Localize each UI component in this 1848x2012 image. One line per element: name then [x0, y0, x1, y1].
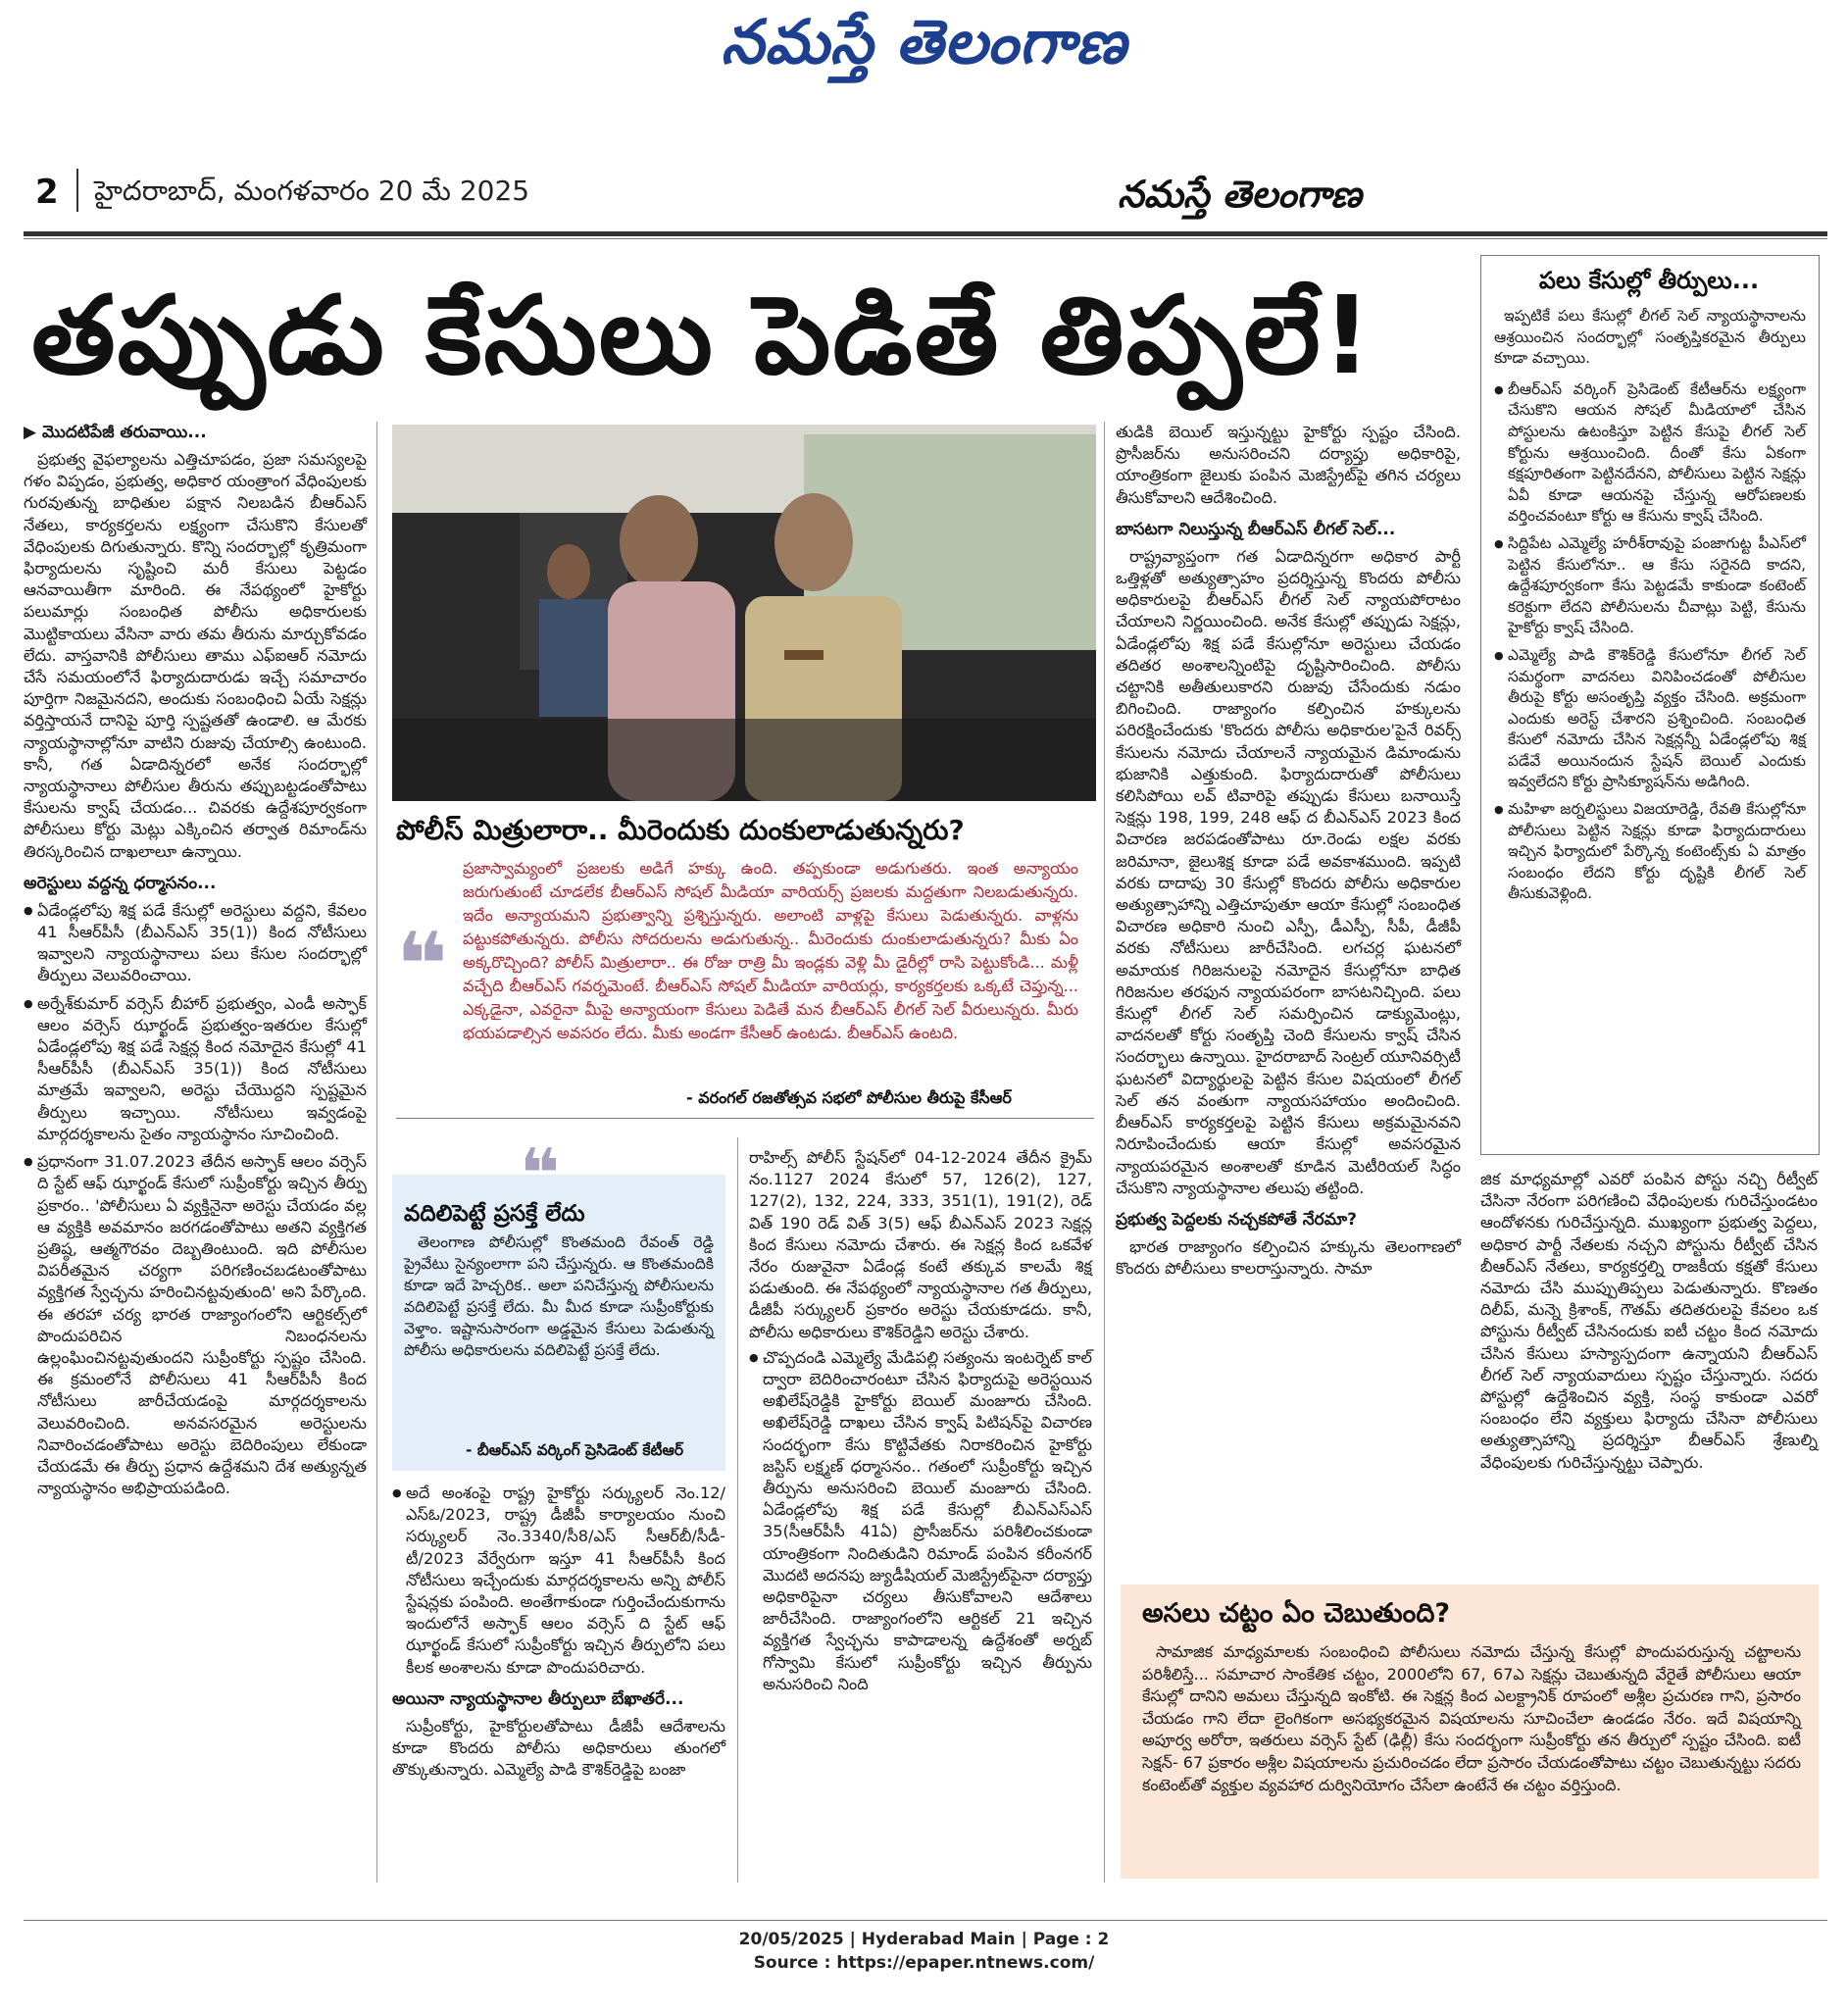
- photo-caption: పోలీస్ మిత్రులారా.. మీరెందుకు దుంకులాడుతున్నరు?: [396, 814, 965, 846]
- footer-source-link[interactable]: Source : https://epaper.ntnews.com/: [753, 1953, 1095, 1973]
- pull-quote-attribution: - బీఆర్ఎస్ వర్కింగ్ ప్రెసిడెంట్ కేటీఆర్: [466, 1441, 684, 1459]
- arrow-icon: ▶: [24, 423, 42, 442]
- column-divider: [376, 422, 377, 1883]
- page-number: 2: [35, 173, 59, 212]
- subheading: అయినా న్యాయస్థానాల తీర్పులూ బేఖాతరే...: [392, 1688, 684, 1709]
- header-rule-thin: [24, 238, 1827, 239]
- explainer-text: సామాజిక మాధ్యమాలకు సంబంధించి పోలీసులు నమోదు చేస్తున్న కేసుల్లో పొందుపరుస్తున్న చట్టాలను పరిశీలిస్తే... సమాచార సాంకేతిక చట్టం, 2000లోని 67, 67ఎ సెక్షన్లు చెబుతున్నది వేరైతే పోలీసులు ఆయా కేసుల్లో దానిని అమలు చేస్తున్నది ఇంకోటి. ఈ సెక్షన్ల కింద ఎలక్ట్రానిక్ రూపంలో అశ్లీల ప్రచురణ గాని, ప్రసారం చేయడం గాని లేదా లైంగికంగా అసభ్యకరమైన విషయాలను సూచించేలా ఉండడం నేరం. ఇదే విషయాన్ని అపూర్వ అరోరా, ఇతరులు వర్సెస్ స్టేట్ (ఢిల్లీ) కేసు సందర్భంగా సుప్రీంకోర్టు తన తీర్పులో స్పష్టం చేసింది. ఐటీ సెక్షన్- 67 ప్రకారం అశ్లీల విషయాలను ప్రచురించడం లేదా ప్రసారం చేయడంతోపాటు చట్టం చెబుతున్నట్టు సదరు కంటెంట్‌తో వ్యక్తుల వ్యవహార దుర్వినియోగం చేసేలా ఉంటేనే ఈ చట్టం వర్తిస్తుంది.: [1142, 1642, 1801, 1794]
- article-column-4: [1116, 422, 1461, 1283]
- list-item: ● అర్నేశ్‌కుమార్ వర్సెస్ బీహార్ ప్రభుత్వం, ఎండీ అస్ఫాక్ ఆలం వర్సెస్ ఝార్ఖండ్ ప్రభుత్వం-ఇతరుల కేసుల్లో ఏడేండ్లలోపు శిక్ష పడే సెక్షన్ల కింద నమోదైన కేసుల్లో 41 సీఆర్‌పీసీ (బీఎన్ఎస్ 35(1)) కింద నోటీసులు మాత్రమే ఇవ్వాలని, అరెస్టు చేయొద్దని స్పష్టమైన తీర్పులు ఇచ్చాయి. నోటీసులు ఇవ్వడంపై మార్గదర్శకాలను సైతం న్యాయస్థానం సూచించింది.: [24, 993, 367, 1145]
- pull-quote-title: వదిలిపెట్టే ప్రసక్తే లేదు: [404, 1201, 585, 1227]
- list-item: ● ఏడేండ్లలోపు శిక్ష పడే కేసుల్లో అరెస్టులు వద్దని, కేవలం 41 సీఆర్‌పీసీ (బీఎన్ఎస్ 35(1)) కింద నోటీసులు ఇవ్వాలని న్యాయస్థానాలు పలు కేసుల సందర్భాల్లో తీర్పులు వెలువరించాయి.: [24, 900, 367, 987]
- continued-label: ▶ మొదటిపేజీ తరువాయి...: [24, 423, 207, 442]
- subheading: అరెస్టులు వద్దన్న ధర్మాసనం...: [24, 873, 217, 893]
- article-column-5: [1480, 1169, 1818, 1478]
- divider: [396, 1118, 1094, 1119]
- article-column-2: [392, 1483, 725, 1785]
- paragraph: రాష్ట్రవ్యాప్తంగా గత ఏడాదిన్నరగా అధికార పార్టీ ఒత్తిళ్లతో అత్యుత్సాహం ప్రదర్శిస్తున్న కొందరు పోలీసు అధికారులపై బీఆర్ఎస్ లీగల్ సెల్ న్యాయపోరాటం చేయాలని నిర్ణయించింది. అనేక కేసుల్లో తప్పుడు సెక్షన్లు, ఏడేండ్లలోపు శిక్ష పడే కేసుల్లోనూ అరెస్టులు చేయడం తదితర అంశాలన్నింటిపై దృష్టిసారించింది. పోలీసు చట్టానికి అతీతులుకారని రుజువు చేసేందుకు నడుం బిగించింది. రాజ్యాంగం కల్పించిన హక్కులను పరిరక్షించేందుకు 'కొందరు పోలీసు అధికారుల'పైనే రివర్స్ కేసులను నమోదు చేయాలనే న్యాయమైన డిమాండును భుజానికి ఎత్తుకుంది. ఫిర్యాదుదారుతో పోలీసులు కలిసిపోయి లవ్ టివారిపై తప్పుడు కేసులు బనాయిస్తే సెక్షన్లు 198, 199, 248 ఆఫ్ ద బీఎన్ఎస్ 2023 కింద విచారణ జరపడంతోపాటు రూ.రెండు లక్షల వరకు జరిమానా, జైలుశిక్ష కూడా పడే అవకాశముంది. ఇప్పటి వరకు దాదాపు 30 కేసుల్లో కొందరు పోలీసు అధికారుల అత్యుత్సాహాన్ని ఎత్తిచూపుతూ ఆయా కేసుల్లో సంబంధిత విచారణ అధికారి నుంచి ఎస్పీ, డీఎస్పీ, సీపీ, డీజీపీ వరకు నోటీసులు జారీచేసింది. లగచర్ల ఘటనలో అమాయక గిరిజనులపై నమోదైన కేసుల్లోనూ బాధిత గిరిజనుల తరఫున న్యాయపరంగా బాసటనిచ్చింది. పలు కేసుల్లో లీగల్ సెల్ సమర్పించిన డాక్యుమెంట్లు, వాదనలతో కోర్టు సంతృప్తి చెంది కేసులను క్వాష్ చేసిన సందర్భాలు ఉన్నాయి. హైదరాబాద్ సెంట్రల్ యూనివర్సిటీ ఘటనలో విద్యార్థులపై పెట్టిన కేసుల విషయంలో లీగల్ సెల్ తన వంతుగా న్యాయసహాయం అందించింది. బీఆర్ఎస్ కార్యకర్తలపై పెట్టిన కేసులు అక్రమమైనవని నిరూపించేందుకు ఆయా కేసుల్లో అవసరమైన న్యాయపరమైన అంశాలతో కూడిన మెటీరియల్ సిద్ధం చేసుకొని న్యాయస్థానాల తలుపు తట్టింది.: [1116, 546, 1461, 1197]
- explainer-title: అసలు చట్టం ఏం చెబుతుంది?: [1142, 1598, 1451, 1629]
- page-headline: తప్పుడు కేసులు పెడితే తిప్పలే!: [31, 273, 1374, 398]
- list-item: ● అదే అంశంపై రాష్ట్ర హైకోర్టు సర్క్యులర్ నెం.12/ఎస్ఓ/2023, రాష్ట్ర డీజీపీ కార్యాలయం నుంచి సర్క్యులర్ నెం.3340/సీ8/ఎస్ సీఆర్‌బీ/సీడీ-టీ/2023 వేర్వేరుగా ఇస్తూ 41 సీఆర్‌పీసీ కింద నోటీసులు ఇచ్చేందుకు మార్గదర్శకాలను అన్ని పోలీస్ స్టేషన్లకు పంపింది. అంతేగాకుండా గుర్తించేందుకుగాను ఇందులోనే అస్ఫాక్ ఆలం వర్సెస్ ది స్టేట్ ఆఫ్ ఝార్ఖండ్ కేసులో సుప్రీంకోర్టు ఇచ్చిన తీర్పులోని పలు కీలక అంశాలను కూడా పొందుపరిచారు.: [392, 1483, 725, 1679]
- pull-quote-text: తెలంగాణ పోలీసుల్లో కొంతమంది రేవంత్ రెడ్డి ప్రైవేటు సైన్యంలాగా పని చేస్తున్నరు. ఆ కొంతమందికి కూడా ఇదే హెచ్చరిక.. అలా పనిచేస్తున్న పోలీసులను వదిలిపెట్టే ప్రసక్తే లేదు. మీ మీద కూడా సుప్రీంకోర్టుకు వెళ్తాం. ఇష్టానుసారంగా అడ్డమైన కేసులు పెడుతున్న పోలీసు అధికారులను వదిలిపెట్టే ప్రసక్తే లేదు.: [404, 1233, 714, 1359]
- sidebar-content: [1494, 306, 1806, 911]
- list-item: ● బీఆర్ఎస్ వర్కింగ్ ప్రెసిడెంట్ కేటీఆర్‌ను లక్ష్యంగా చేసుకొని ఆయన సోషల్ మీడియాలో చేసిన పోస్టులను ఉటంకిస్తూ పెట్టిన కేసుపై లీగల్ సెల్ కోర్టును ఆశ్రయించింది. దీంతో కేసు ఏకంగా కక్షపూరితంగా పెట్టినదేనని, పోలీసులు పెట్టిన సెక్షన్లు ఏవీ కూడా ఆయనపై చేస్తున్న ఆరోపణలకు వర్తించవంటూ కోర్టు ఆ కేసును క్వాష్ చేసింది.: [1494, 379, 1806, 528]
- footer-rule: [24, 1920, 1827, 1921]
- paragraph: రాహిల్స్ పోలీస్ స్టేషన్‌లో 04-12-2024 తేదీన క్రైమ్ నం.1127 2024 కేసులో 57, 126(2), 127, 127(2), 132, 224, 333, 351(1), 191(2), రెడ్ విత్ 190 రెడ్ విత్ 3(5) ఆఫ్ బీఎన్ఎస్ 2023 సెక్షన్ల కింద కేసులు నమోదు చేశారు. ఈ సెక్షన్ల కింద ఒకవేళ నేరం రుజువైనా ఏడేండ్ల కంటే తక్కువ కాలమే శిక్ష పడుతుంది. ఈ నేపథ్యంలో న్యాయస్థానాల గత తీర్పులు, డీజీపీ సర్క్యులర్ ప్రకారం అరెస్టు చేయకూడదు. కానీ, పోలీసు అధికారులు కౌశిక్‌రెడ్డిని అరెస్టు చేశారు.: [749, 1148, 1092, 1341]
- paragraph: సుప్రీంకోర్టు, హైకోర్టులతోపాటు డీజీపీ ఆదేశాలను కూడా కొందరు పోలీసు అధికారులు తుంగలో తొక్కుతున్నారు. ఎమ్మెల్యే పాడి కౌశిక్‌రెడ్డిపై బంజా: [392, 1716, 725, 1780]
- footer-edition-info: 20/05/2025 | Hyderabad Main | Page : 2: [738, 1930, 1110, 1949]
- sidebar-intro: ఇప్పటికే పలు కేసుల్లో లీగల్ సెల్ న్యాయస్థానాలను ఆశ్రయించిన సందర్భాల్లో సంతృప్తికరమైన తీర్పులు కూడా వచ్చాయి.: [1494, 307, 1806, 368]
- subheading: బాసటగా నిలుస్తున్న బీఆర్ఎస్ లీగల్ సెల్...: [1116, 519, 1396, 539]
- article-column-3: [749, 1147, 1092, 1701]
- subheading: ప్రభుత్వ పెద్దలకు నచ్చకపోతే నేరమా?: [1116, 1209, 1358, 1230]
- list-item: ● ప్రధానంగా 31.07.2023 తేదీన అస్ఫాక్ ఆలం వర్సెస్ ది స్టేట్ ఆఫ్ ఝార్ఖండ్ కేసులో సుప్రీంకోర్టు ఇచ్చిన తీర్పు ప్రకారం.. 'పోలీసులు ఏ వ్యక్తినైనా అరెస్టు చేయడం వల్ల ఆ వ్యక్తికి అవమానం జరగడంతోపాటు అతని వ్యక్తిగత ప్రతిష్ఠ, ఆత్మగౌరవం దెబ్బతింటుంది. ఇది పోలీసుల విపరీతమైన చర్యగా పరిగణించబడటంతోపాటు వ్యక్తిగత స్వేచ్ఛను హరించినట్టవుతుంది' అని పేర్కొంది. ఈ తరహా చర్య భారత రాజ్యాంగంలోని ఆర్టికల్స్‌లో పొందుపరిచిన నిబంధనలను ఉల్లంఘించినట్టవుతుందని సుప్రీంకోర్టు స్పష్టం చేసింది. ఈ క్రమంలోనే పోలీసులు 41 సీఆర్‌పీసీ కింద నోటీసులు జారీచేయడంపై మార్గదర్శకాలను వెలువరించింది. అనవసరమైన అరెస్టులను నివారించడంతోపాటు అరెస్టు బెదిరింపులు లేకుండా చేయడమే ఈ తీర్పు ప్రధాన ఉద్దేశమని దేశ అత్యున్నత న్యాయస్థానం అభిప్రాయపడింది.: [24, 1151, 367, 1499]
- kcr-quote: ప్రజాస్వామ్యంలో ప్రజలకు అడిగే హక్కు ఉంది. తప్పకుండా అడుగుతరు. ఇంత అన్యాయం జరుగుతుంటే చూడలేక బీఆర్ఎస్ సోషల్ మీడియా వారియర్స్ ప్రజలకు మద్దతుగా నిలబడుతున్నరు. ఇదేం అన్యాయమని ప్రభుత్వాన్ని ప్రశ్నిస్తున్నరు. అలాంటి వాళ్లపై కేసులు పెడుతున్నరు. వాళ్లను పట్టుకపోతున్నరు. పోలీసు సోదరులను అడుగుతున్న.. మీరెందుకు దుంకులాడుతున్నరు? మీకు ఏం అక్కరొచ్చింది? పోలీస్ మిత్రులారా.. ఈ రోజు రాత్రి మీ ఇండ్లకు వెళ్లి మీ డైరీల్లో రాసి పెట్టుకోండి... మళ్లీ వచ్చేది బీఆర్ఎస్ గవర్నమెంటే. బీఆర్ఎస్ సోషల్ మీడియా వారియర్లు, కార్యకర్తలకు ఒక్కటే చెప్తున్న... ఎక్కడైనా, ఎవరైనా మీపై అన్యాయంగా కేసులు పెడితే మన బీఆర్ఎస్ లీగల్ సెల్ వీరులున్నరు. మీరు భయపడాల్సిన అవసరం లేదు. మీకు అండగా కేసీఆర్ ఉంటడు. బీఆర్ఎస్ ఉంటది.: [463, 859, 1078, 1042]
- column-divider: [737, 1137, 738, 1883]
- paragraph: తుడికి బెయిల్ ఇస్తున్నట్టు హైకోర్టు స్పష్టం చేసింది. ప్రొసీజర్‌ను అనుసరించని దర్యాప్తు అధికారిపై, యాంత్రికంగా జైలుకు పంపిన మెజిస్ట్రేట్‌పై తగిన చర్యలు తీసుకోవాలని ఆదేశించింది.: [1116, 423, 1461, 507]
- news-photo: [392, 425, 1096, 801]
- paragraph: ప్రభుత్వ వైఫల్యాలను ఎత్తిచూపడం, ప్రజా సమస్యలపై గళం విప్పడం, ప్రభుత్వ, అధికార యంత్రాంగ వేధింపులకు గురవుతున్న బాధితుల పక్షాన నిలబడిన బీఆర్ఎస్ నేతలు, కార్యకర్తలను లక్ష్యంగా చేసుకొని కేసులతో వేధింపులకు దిగుతున్నారు. కొన్ని సందర్భాల్లో కృత్రిమంగా ఫిర్యాదులను సృష్టించి మరీ కేసులు పెట్టడం ఆనవాయితీగా మారింది. ఈ నేపథ్యంలో హైకోర్టు పలుమార్లు సంబంధిత పోలీసు అధికారులకు మొట్టికాయలు వేసినా వారు తమ తీరును మార్చుకోవడం లేదు. వాస్తవానికి పోలీసులు తాము ఎఫ్‌ఐఆర్ నమోదు చేసే సమయంలోనే ఫిర్యాదుదారుడు ఇచ్చే సమాచారం పూర్తిగా నిజమైనదని, అందుకు సంబంధించి ఏయే సెక్షన్లు వర్తిస్తాయనే దానిపై పూర్తి స్పష్టతతో ఉండాలి. ఆ మేరకు న్యాయస్థానాల్లోనూ వాటిని రుజువు చేయాల్సి ఉంటుంది. కానీ, గత ఏడాదిన్నరలో అనేక సందర్భాల్లో న్యాయస్థానాలు పోలీసుల తీరును తప్పుబట్టడంతోపాటు కేసులను క్వాష్ చేయడం... చివరకు ఉద్దేశపూర్వకంగా పోలీసులు కోర్టు మెట్లు ఎక్కించిన తర్వాత రిమాండ్‌ను తిరస్కరించిన దాఖలాలూ ఉన్నాయి.: [24, 450, 367, 861]
- masthead-logo: నమస్తే తెలంగాణ: [721, 6, 1127, 77]
- car-interior-photo: [392, 425, 1096, 801]
- paragraph: భారత రాజ్యాంగం కల్పించిన హక్కును తెలంగాణలో కొందరు పోలీసులు కాలరాస్తున్నారు. సామా: [1116, 1236, 1461, 1279]
- secondary-brand: నమస్తే తెలంగాణ: [1118, 173, 1362, 216]
- list-item: ● సిద్దిపేట ఎమ్మెల్యే హరీశ్‌రావుపై పంజాగుట్ట పీఎస్‌లో పెట్టిన కేసులోనూ.. ఆ కేసు సరైనది కాదని, ఉద్దేశపూర్వకంగా కేసు పెట్టడమే కాకుండా కంటెంట్ కరెక్టుగా లేదని పోలీసులను చీవాట్లు పెట్టి, కేసును హైకోర్టు క్వాష్ చేసింది.: [1494, 533, 1806, 639]
- divider: [76, 169, 78, 212]
- header-rule: [24, 231, 1827, 236]
- paragraph: జిక మాధ్యమాల్లో ఎవరో పంపిన పోస్టు నచ్చి రీట్వీట్ చేసినా నేరంగా పరిగణించి వేధింపులకు గురిచేస్తుండటం ఆందోళనకు గురిచేస్తున్నది. ముఖ్యంగా ప్రభుత్వ పెద్దలు, అధికార పార్టీ నేతలకు నచ్చని పోస్టును రీట్వీట్ చేసిన బీఆర్ఎస్ నేతలు, కార్యకర్తల్ని రాజకీయ కక్షతో కేసులు నమోదు చేసి ముప్పుతిప్పలు పెడుతున్నారు. కొణతం దిలీప్, మన్నె క్రిశాంక్, గౌతమ్ తదితరులపై కేవలం ఒక పోస్టును రీట్వీట్ చేసినందుకు ఐటీ చట్టం కింద నమోదు చేసిన కేసులు హస్యాస్పదంగా ఉన్నాయని బీఆర్ఎస్ లీగల్ సెల్ న్యాయవాదులు స్పష్టం చేస్తున్నారు. సదరు పోస్టుల్లో ఉద్దేశించిన వ్యక్తి, సంస్థ కాకుండా ఎవరో సంబంధం లేని వ్యక్తులు ఫిర్యాదు చేసినా పోలీసులు అత్యుత్సాహాన్ని ప్రదర్శిస్తూ బీఆర్ఎస్ శ్రేణుల్ని వేధింపులకు గురిచేస్తున్నట్టు చెప్పారు.: [1480, 1170, 1818, 1472]
- list-item: ● ఎమ్మెల్యే పాడి కౌశిక్‌రెడ్డి కేసులోనూ లీగల్ సెల్ సమర్థంగా వాదనలు వినిపించడంతో పోలీసుల తీరుపై కోర్టు అసంతృప్తి వ్యక్తం చేసింది. అక్రమంగా ఎందుకు అరెస్ట్ చేశారని ప్రశ్నించింది. సంబంధిత కేసులో నమోదు చేసిన సెక్షన్లన్నీ ఏడేండ్లలోపు శిక్ష పడేవే అయినందున స్టేషన్ బెయిల్ ఎందుకు ఇవ్వలేదని కోర్టు ప్రాసిక్యూషన్‌ను అడిగింది.: [1494, 645, 1806, 793]
- sidebar-title: పలు కేసుల్లో తీర్పులు...: [1538, 267, 1760, 294]
- quote-attribution: - వరంగల్ రజతోత్సవ సభలో పోలీసుల తీరుపై కేసీఆర్: [686, 1088, 1012, 1107]
- quote-mark-icon: ❝: [396, 914, 448, 1017]
- article-column-1: [24, 422, 367, 1505]
- dateline: హైదరాబాద్, మంగళవారం 20 మే 2025: [94, 175, 530, 207]
- quote-mark-icon: ❝: [520, 1133, 561, 1214]
- column-divider: [1104, 422, 1105, 1883]
- list-item: ● మహిళా జర్నలిస్టులు విజయారెడ్డి, రేవతి కేసుల్లోనూ పోలీసులు పెట్టిన సెక్షన్లు కూడా ఫిర్యాదుదారులు ఇచ్చిన ఫిర్యాదులో పేర్కొన్న కంటెంట్స్‌కు ఏ మాత్రం సంబంధం లేదని కోర్టు దృష్టికి లీగల్ సెల్ తీసుకువెళ్లింది.: [1494, 799, 1806, 905]
- list-item: ● చొప్పదండి ఎమ్మెల్యే మేడిపల్లి సత్యంను ఇంటర్నెట్ కాల్ ద్వారా బెదిరించారంటూ చేసిన ఫిర్యాదుపై అరెస్టయిన అఖిలేష్‌రెడ్డికి హైకోర్టు బెయిల్ మంజూరు చేసింది. అఖిలేష్‌రెడ్డి దాఖలు చేసిన క్వాష్ పిటిషన్‌పై విచారణ సందర్భంగా కేసు కొట్టివేతకు నిరాకరించిన హైకోర్టు జస్టిస్ లక్ష్మణ్ ధర్మాసనం.. గతంలో సుప్రీంకోర్టు ఇచ్చిన తీర్పును అనుసరించి బెయిల్ మంజూరు చేసింది. ఏడేండ్లలోపు శిక్ష పడే కేసుల్లో బీఎన్ఎస్ఎస్ 35(సీఆర్‌పీసీ 41ఏ) ప్రొసీజర్‌ను పరిశీలించకుండా యాంత్రికంగా నిందితుడిని రిమాండ్ పంపిన కరీంనగర్ మొదటి అదనపు జ్యుడీషియల్ మెజిస్ట్రేట్‌పైనా దర్యాప్తు అధికారిపైనా చర్యలు తీసుకోవాలని ఆదేశాలు జారీచేసింది. రాజ్యాంగంలోని ఆర్టికల్ 21 ఇచ్చిన వ్యక్తిగత స్వేచ్ఛను కాపాడాలన్న ఉద్దేశంతో అర్నబ్ గోస్వామి కేసులో సుప్రీంకోర్టు ఇచ్చిన తీర్పును అనుసరించి నింది: [749, 1347, 1092, 1695]
